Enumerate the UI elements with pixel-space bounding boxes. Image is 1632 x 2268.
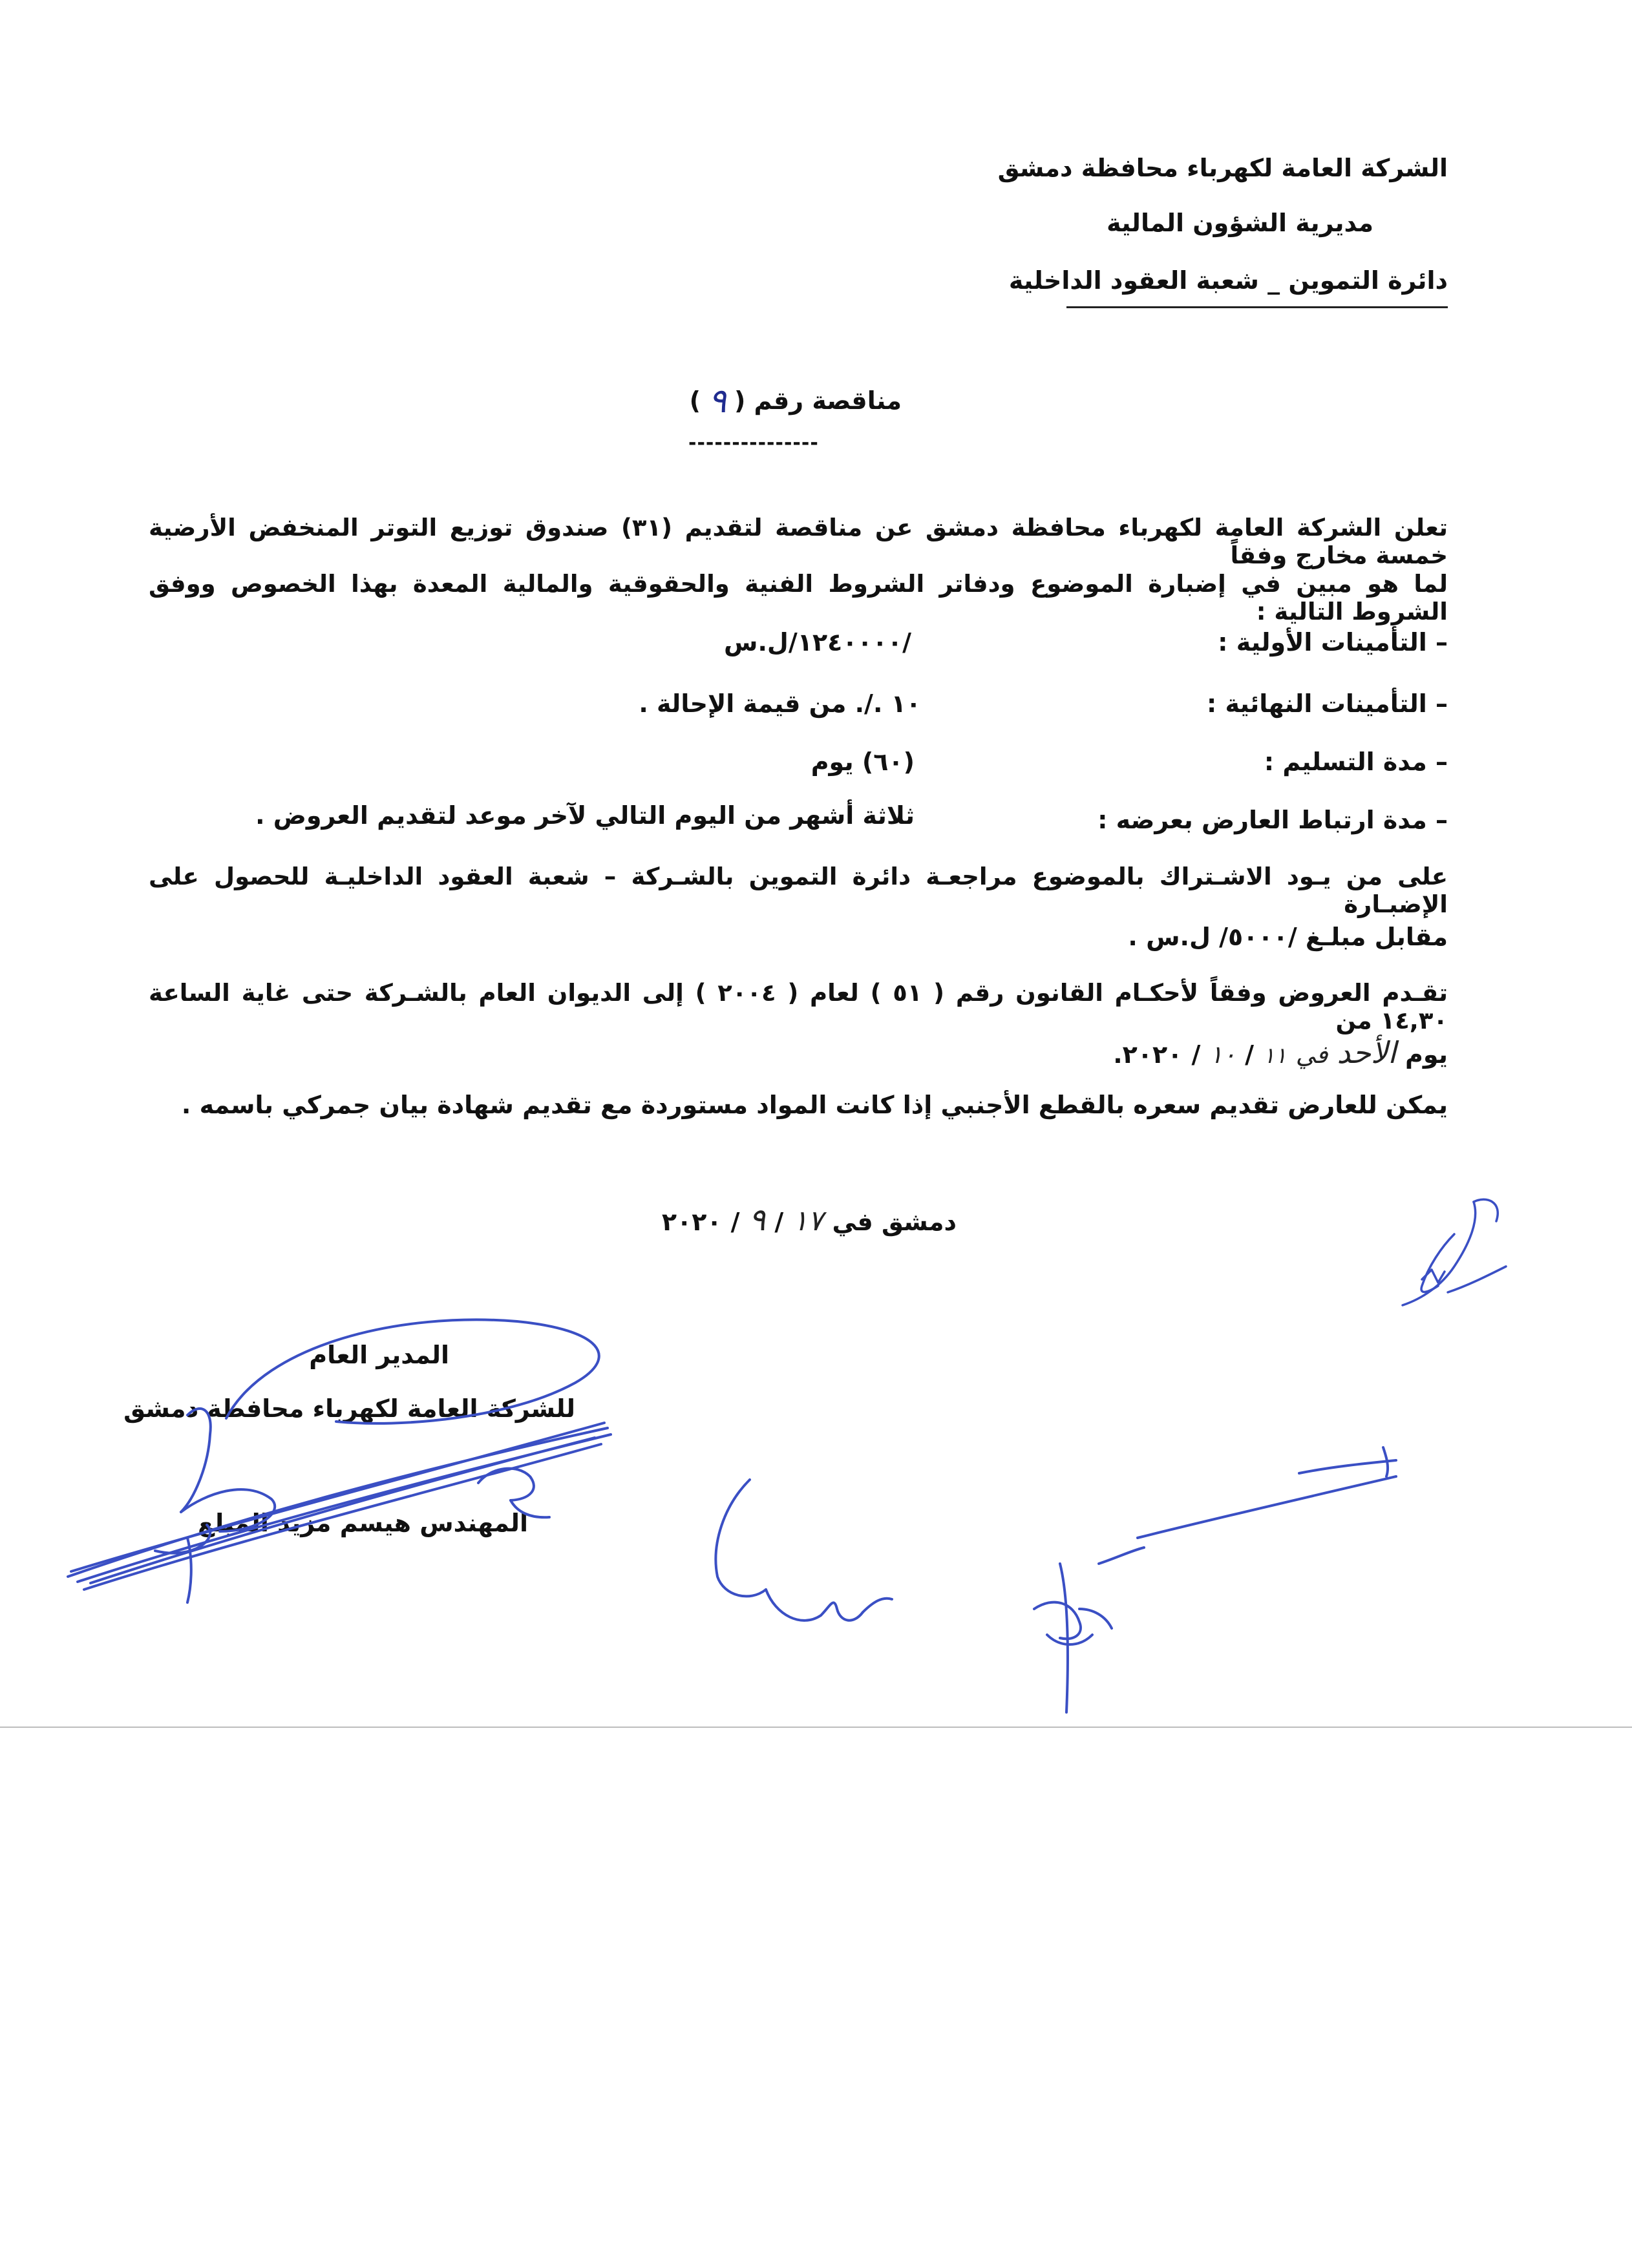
submission-year: ٢٠٢٠. — [1113, 1040, 1183, 1069]
submission-sep-2: / — [1191, 1040, 1201, 1069]
director-signature-icon — [65, 1305, 620, 1609]
date-sep-1: / — [774, 1208, 784, 1236]
subscription-line-1: على من يـود الاشـتراك بالموضوع مراجعـة دائرة التموين بالشـركة – شعبة العقود الداخليـة للحصول على الإضبـارة — [149, 863, 1448, 918]
condition-label-delivery-period: – مدة التسليم : — [1264, 748, 1448, 776]
tender-title-prefix: مناقصة رقم ( — [734, 386, 902, 415]
condition-value-offer-validity: ثلاثة أشهر من اليوم التالي لآخر موعد لتقديم العروض . — [255, 801, 915, 830]
condition-value-final-deposit: ١٠ ./. من قيمة الإحالة . — [639, 689, 921, 718]
submission-sep-1: / — [1245, 1040, 1255, 1069]
date-prefix: دمشق في — [832, 1208, 957, 1236]
tender-number-handwritten: ٩ — [708, 382, 726, 421]
date-sep-2: / — [730, 1208, 740, 1236]
date-line — [662, 1202, 957, 1239]
condition-label-final-deposit: – التأمينات النهائية : — [1207, 689, 1448, 718]
department-underline — [1066, 306, 1448, 308]
date-year: ٢٠٢٠ — [661, 1208, 722, 1236]
condition-label-initial-deposit: – التأمينات الأولية : — [1218, 628, 1448, 656]
subscription-line-2: مقابل مبلـغ /٥٠٠٠/ ل.س . — [1128, 923, 1448, 951]
scan-edge-line — [0, 1727, 1632, 1728]
condition-label-offer-validity: – مدة ارتباط العارض بعرضه : — [1097, 806, 1448, 834]
date-day: ١٧ — [792, 1204, 823, 1237]
department-name: دائرة التموين _ شعبة العقود الداخلية — [1008, 266, 1448, 295]
submission-line-1: تقـدم العروض وفقاً لأحكـام القانون رقم ( ٥١ ) لعام ( ٢٠٠٤ ) إلى الديوان العام بالشـركة حتى غاية الساعة ١٤,٣٠ من — [149, 979, 1448, 1034]
submission-line-2 — [1113, 1035, 1448, 1071]
initial-signature-right-icon — [1383, 1195, 1512, 1312]
tender-title — [690, 381, 902, 421]
signatory-name: المهندس هيسم مزيد الميلع — [198, 1509, 528, 1537]
foreign-currency-note: يمكن للعارض تقديم سعره بالقطع الأجنبي إذا كانت المواد مستوردة مع تقديم شهادة بيان جمركي باسمه . — [181, 1091, 1448, 1119]
intro-line-2: لما هو مبين في إضبارة الموضوع ودفاتر الشروط الفنية والحقوقية والمالية المعدة بهذا الخصوص ووفق الشروط التالية : — [149, 570, 1448, 625]
signatory-organization: للشركة العامة لكهرباء محافظة دمشق — [123, 1394, 575, 1423]
company-name: الشركة العامة لكهرباء محافظة دمشق — [997, 154, 1448, 182]
directorate-name: مديرية الشؤون المالية — [1107, 209, 1373, 237]
submission-month: ١٠ — [1209, 1040, 1236, 1069]
submission-fi: في — [1295, 1040, 1328, 1069]
committee-signature-2-icon — [1008, 1441, 1422, 1738]
signatory-title: المدير العام — [309, 1341, 449, 1369]
date-month: ٩ — [748, 1202, 766, 1238]
committee-signature-1-icon — [705, 1467, 911, 1661]
submission-day-prefix: يوم — [1405, 1040, 1448, 1069]
submission-day-number: ١١ — [1263, 1043, 1287, 1069]
tender-title-rule: --------------- — [688, 432, 819, 454]
condition-value-delivery-period: (٦٠) يوم — [811, 748, 915, 776]
condition-value-initial-deposit: /١٢٤٠٠٠٠/ل.س — [724, 628, 911, 656]
tender-title-suffix: ) — [689, 386, 701, 415]
intro-line-1: تعلن الشركة العامة لكهرباء محافظة دمشق عن مناقصة لتقديم (٣١) صندوق توزيع التوتر المنخفض الأرضية خمسة مخارج وفقاً — [149, 514, 1448, 569]
submission-day-handwritten: الأحد — [1337, 1035, 1397, 1070]
